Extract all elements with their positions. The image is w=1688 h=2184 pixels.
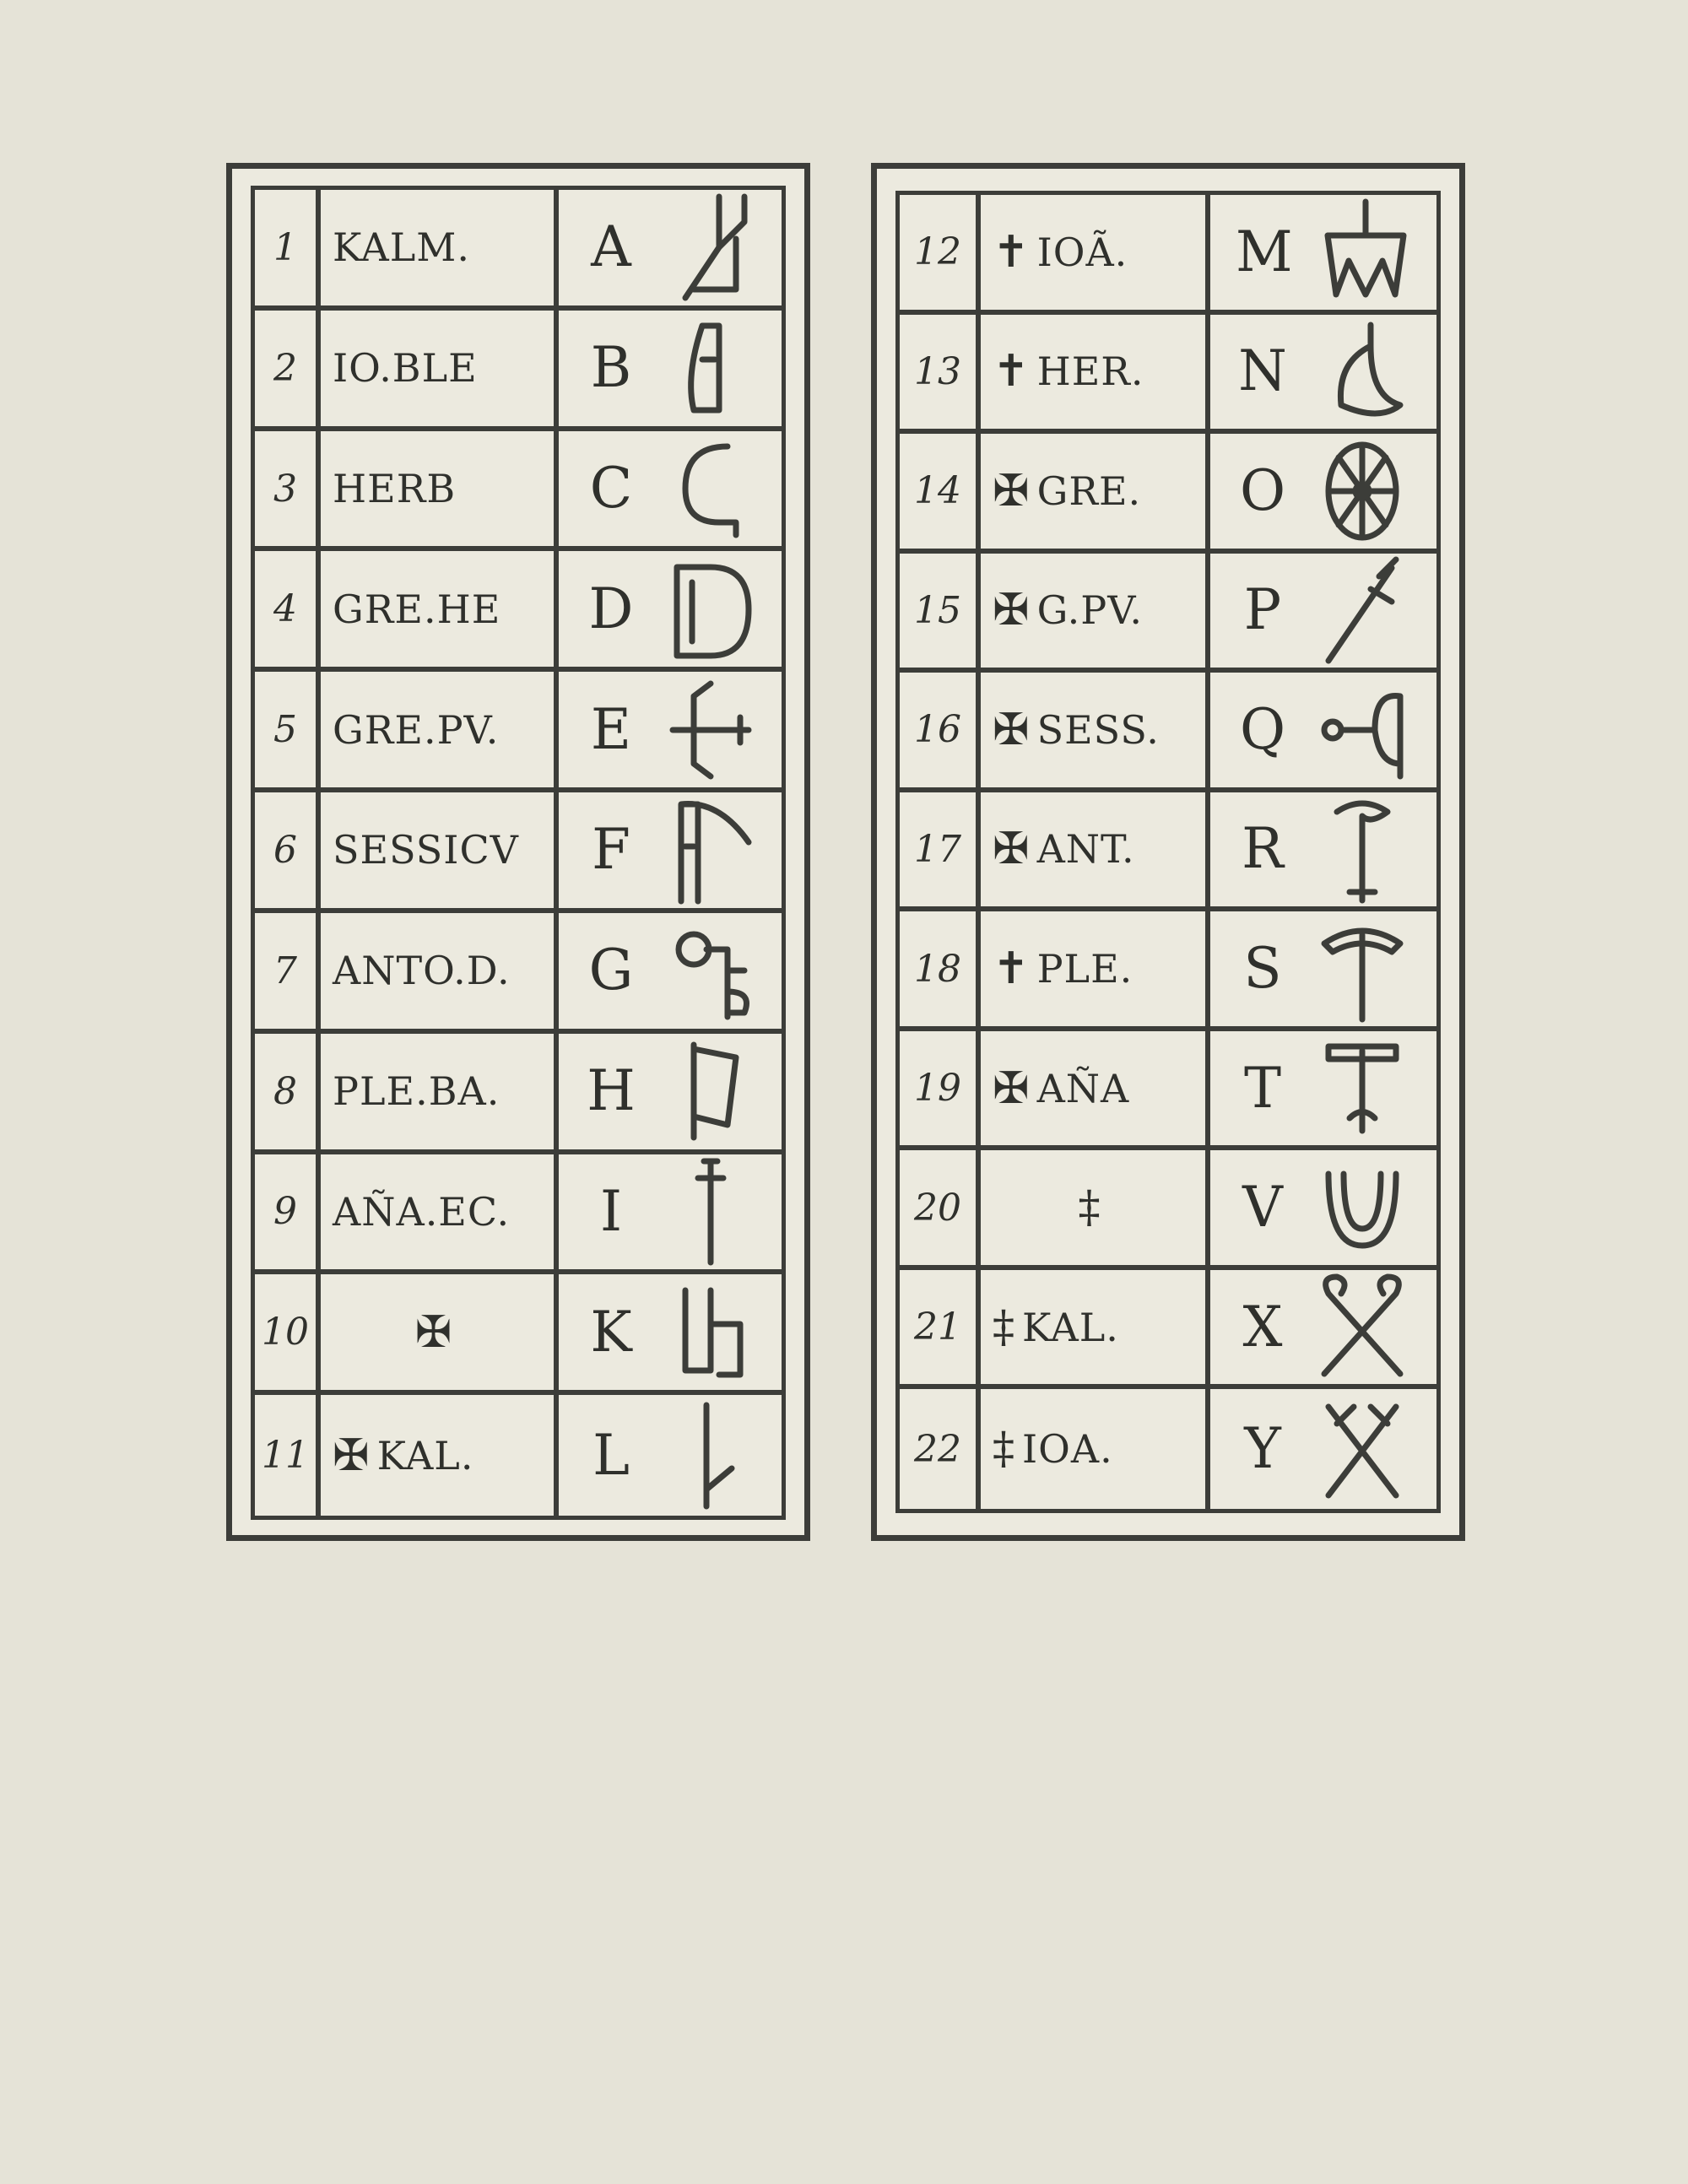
emblem-cell	[559, 1034, 782, 1154]
emblem-letter: X	[1242, 1294, 1283, 1360]
emblem-letter: F	[592, 817, 630, 883]
emblem-letter: Y	[1244, 1416, 1281, 1482]
row-number: 14	[900, 434, 981, 554]
cross-symbol: ✠	[993, 1062, 1031, 1114]
abbreviation-text: IOÃ.	[1036, 229, 1128, 275]
emblem-cell	[1210, 1389, 1436, 1509]
emblem-letter: I	[599, 1178, 623, 1244]
emblem-cell	[1210, 1031, 1436, 1151]
cleaver-icon	[660, 1034, 761, 1150]
abbreviation-cell	[981, 434, 1210, 554]
emblem-letter: L	[592, 1422, 630, 1488]
abbreviation-cell	[981, 792, 1210, 912]
row-number: 3	[255, 431, 321, 552]
row-number: 13	[900, 315, 981, 435]
cross-symbol: ✝	[993, 346, 1031, 397]
cross-symbol: ✝	[993, 943, 1031, 995]
row-number: 16	[900, 673, 981, 792]
abbreviation-cell	[321, 190, 559, 311]
right-table-panel	[871, 163, 1465, 1541]
emblem-letter: C	[589, 456, 633, 522]
abbreviation-text: ANTO.D.	[333, 948, 511, 994]
emblem-cell	[559, 913, 782, 1034]
abbreviation-cell	[321, 551, 559, 672]
abbreviation-cell	[981, 1150, 1210, 1270]
abbreviation-cell	[321, 1154, 559, 1275]
trowel-icon	[1315, 195, 1416, 311]
row-number: 10	[255, 1274, 321, 1395]
row-number: 1	[255, 190, 321, 311]
abbreviation-text: ANT.	[1036, 826, 1135, 873]
wall-icon	[660, 190, 761, 306]
row-number: 20	[900, 1150, 981, 1270]
anchor-icon	[660, 672, 761, 788]
abbreviation-text: KALM.	[333, 224, 470, 271]
emblem-letter: G	[588, 938, 634, 1003]
emblem-cell	[1210, 434, 1436, 554]
emblem-cell	[559, 1274, 782, 1395]
emblem-cell	[1210, 554, 1436, 673]
abbreviation-text: G.PV.	[1036, 587, 1144, 634]
emblem-letter: R	[1242, 816, 1284, 882]
emblem-letter: N	[1238, 338, 1287, 404]
scythe-icon	[660, 792, 761, 909]
emblem-cell	[1210, 1150, 1436, 1270]
row-number: 18	[900, 911, 981, 1031]
emblem-letter: K	[590, 1299, 632, 1365]
abbreviation-cell	[321, 672, 559, 792]
key-icon	[660, 913, 761, 1030]
emblem-cell	[559, 672, 782, 792]
right-table-grid	[895, 191, 1441, 1513]
emblem-cell	[1210, 911, 1436, 1031]
abbreviation-text: PLE.BA.	[333, 1068, 500, 1115]
row-number: 12	[900, 195, 981, 315]
abbreviation-text: GRE.PV.	[333, 706, 500, 753]
abbreviation-cell	[321, 1034, 559, 1154]
halberd-icon	[1312, 554, 1413, 670]
abbreviation-cell	[981, 315, 1210, 435]
cross-symbol: ✠	[993, 585, 1031, 636]
hammer-icon	[1312, 1031, 1413, 1148]
crossed-swords-icon	[1312, 1390, 1413, 1508]
abbreviation-text: IO.BLE	[333, 345, 478, 392]
abbreviation-text: AÑA	[1036, 1065, 1130, 1111]
left-table-grid	[251, 186, 786, 1520]
emblem-cell	[1210, 195, 1436, 315]
abbreviation-text: GRE.	[1036, 468, 1142, 514]
cross-symbol: ‡	[993, 1424, 1015, 1475]
cross-symbol: ‡	[993, 1301, 1015, 1353]
emblem-letter: D	[588, 576, 634, 641]
row-number: 8	[255, 1034, 321, 1154]
boot-icon	[660, 311, 761, 427]
abbreviation-text: SESSICV	[333, 827, 519, 873]
abbreviation-cell	[981, 1270, 1210, 1390]
cross-symbol: ‡	[1078, 1182, 1101, 1234]
emblem-letter: P	[1243, 577, 1282, 643]
emblem-cell	[559, 1395, 782, 1516]
abbreviation-cell	[321, 792, 559, 913]
emblem-letter: H	[587, 1058, 636, 1124]
row-number: 9	[255, 1154, 321, 1275]
staff-icon	[660, 1397, 761, 1515]
hook-icon	[660, 431, 761, 548]
emblem-letter: M	[1236, 219, 1293, 284]
emblem-letter: B	[590, 335, 632, 401]
pick-icon	[1312, 911, 1413, 1028]
abbreviation-cell	[981, 1031, 1210, 1151]
abbreviation-cell	[321, 1395, 559, 1516]
emblem-letter: T	[1243, 1055, 1282, 1121]
chisel-icon	[660, 1274, 761, 1391]
cross-symbol: ✠	[993, 704, 1031, 755]
abbreviation-cell	[321, 913, 559, 1034]
cross-symbol: ✠	[993, 465, 1031, 516]
row-number: 6	[255, 792, 321, 913]
cross-symbol: ✠	[993, 824, 1031, 875]
block-d-icon	[660, 551, 761, 668]
horn-icon	[1312, 315, 1413, 431]
horseshoe-icon	[1312, 1150, 1413, 1267]
emblem-cell	[559, 792, 782, 913]
emblem-letter: V	[1242, 1175, 1283, 1241]
emblem-letter: Q	[1239, 696, 1286, 762]
emblem-letter: A	[591, 214, 631, 280]
abbreviation-cell	[981, 1389, 1210, 1509]
abbreviation-cell	[321, 1274, 559, 1395]
abbreviation-cell	[981, 911, 1210, 1031]
abbreviation-text: KAL.	[376, 1432, 474, 1479]
abbreviation-text: KAL.	[1022, 1304, 1119, 1350]
emblem-letter: S	[1243, 936, 1282, 1002]
abbreviation-cell	[321, 431, 559, 552]
spur-icon	[1312, 673, 1413, 789]
row-number: 19	[900, 1031, 981, 1151]
abbreviation-cell	[321, 311, 559, 431]
emblem-cell	[1210, 673, 1436, 792]
cross-symbol: ✠	[333, 1430, 371, 1481]
emblem-cell	[559, 431, 782, 552]
abbreviation-text: PLE.	[1036, 946, 1133, 992]
row-number: 22	[900, 1389, 981, 1509]
cross-symbol: ✝	[993, 226, 1031, 278]
emblem-cell	[1210, 315, 1436, 435]
emblem-cell	[559, 190, 782, 311]
abbreviation-text: HERB	[333, 466, 457, 512]
abbreviation-text: SESS.	[1036, 706, 1160, 753]
emblem-cell	[559, 551, 782, 672]
row-number: 15	[900, 554, 981, 673]
abbreviation-cell	[981, 195, 1210, 315]
abbreviation-cell	[981, 554, 1210, 673]
emblem-letter: O	[1239, 457, 1286, 523]
abbreviation-cell	[981, 673, 1210, 792]
emblem-letter: E	[590, 696, 632, 762]
emblem-cell	[1210, 1270, 1436, 1390]
cross-symbol: ✠	[414, 1306, 453, 1358]
abbreviation-text: AÑA.EC.	[333, 1188, 511, 1235]
abbreviation-text: IOA.	[1022, 1426, 1113, 1473]
row-number: 11	[255, 1395, 321, 1516]
wheel-icon	[1312, 434, 1413, 550]
emblem-cell	[1210, 792, 1436, 912]
crossed-crooks-icon	[1312, 1270, 1413, 1387]
emblem-cell	[559, 1154, 782, 1275]
row-number: 17	[900, 792, 981, 912]
abbreviation-text: HER.	[1036, 349, 1144, 395]
row-number: 7	[255, 913, 321, 1034]
row-number: 5	[255, 672, 321, 792]
left-table-panel	[226, 163, 810, 1541]
dagger-icon	[660, 1154, 761, 1271]
row-number: 2	[255, 311, 321, 431]
row-number: 4	[255, 551, 321, 672]
emblem-cell	[559, 311, 782, 431]
row-number: 21	[900, 1270, 981, 1390]
abbreviation-text: GRE.HE	[333, 586, 501, 632]
candle-icon	[1312, 792, 1413, 909]
